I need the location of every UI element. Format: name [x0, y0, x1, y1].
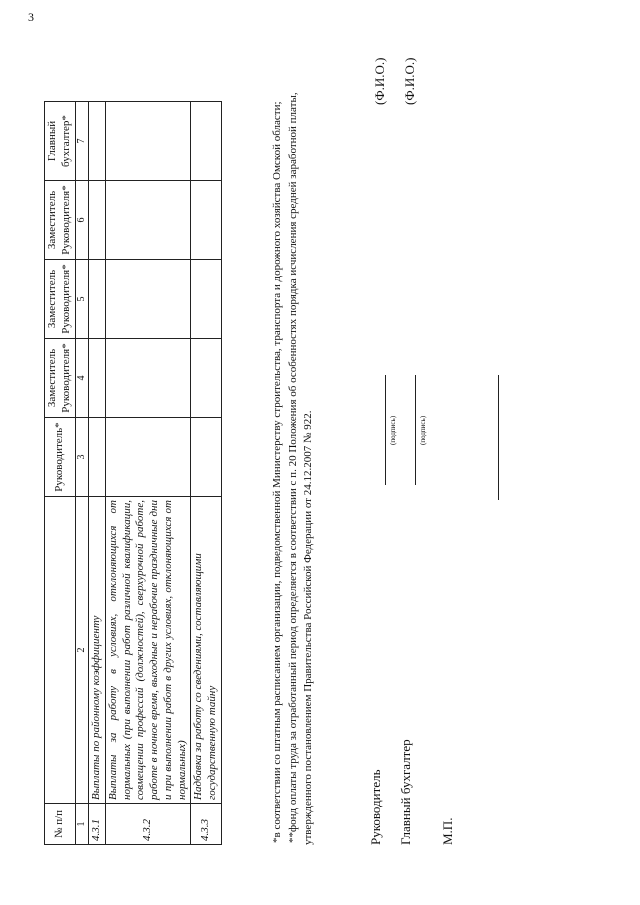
- row-text: Надбавка за работу со сведениями, составляющими государственную тайну: [191, 497, 222, 804]
- head-name-placeholder: (Ф.И.О.): [372, 57, 387, 105]
- payments-table: [44, 101, 222, 845]
- header-cell-number: № п/п: [45, 804, 76, 845]
- column-number-row: [75, 102, 89, 845]
- footnote: **фонд оплаты труда за отработанный период определяется в соответствии с п. 20 Положения об особенностях порядка исчисления средней заработной платы, утвержденного постановлением Правительства Российской Федерации от 24.12.2007 № 922.: [287, 92, 314, 845]
- empty-cell: [105, 339, 191, 418]
- column-number: 2: [75, 497, 89, 804]
- table-row: [105, 102, 191, 845]
- page-number: 3: [28, 10, 34, 24]
- footnotes: [270, 25, 317, 845]
- empty-cell: [89, 339, 106, 418]
- empty-cell: [191, 181, 222, 260]
- empty-cell: [105, 181, 191, 260]
- accountant-signature-line: [415, 375, 416, 485]
- header-cell-chief-accountant: Главный бухгалтер*: [45, 102, 76, 181]
- footnote: *в соответствии со штатным расписанием организации, подведомственной Министерству строительства, транспорта и дорожного хозяйства Омской области;: [271, 101, 283, 843]
- empty-cell: [191, 102, 222, 181]
- empty-cell: [89, 260, 106, 339]
- column-number: 5: [75, 260, 89, 339]
- row-number: 4.3.3: [191, 804, 222, 845]
- empty-cell: [105, 418, 191, 497]
- rotated-page-content: [0, 10, 610, 905]
- empty-cell: [105, 260, 191, 339]
- header-cell-head: Руководитель*: [45, 418, 76, 497]
- head-label: Руководитель: [368, 769, 383, 845]
- header-cell-deputy-2: Заместитель Руководителя*: [45, 260, 76, 339]
- chief-accountant-label: Главный бухгалтер: [398, 739, 413, 845]
- accountant-signature-caption: (подпись): [419, 415, 427, 445]
- accountant-name-placeholder: (Ф.И.О.): [402, 57, 417, 105]
- empty-cell: [89, 181, 106, 260]
- head-signature-line: [385, 375, 386, 485]
- empty-cell: [191, 260, 222, 339]
- seal-line: [498, 375, 499, 500]
- head-signature-caption: (подпись): [389, 415, 397, 445]
- seal-label: М.П.: [440, 817, 455, 845]
- column-number: 7: [75, 102, 89, 181]
- column-number: 3: [75, 418, 89, 497]
- column-number: 6: [75, 181, 89, 260]
- header-cell-deputy-1: Заместитель Руководителя*: [45, 339, 76, 418]
- row-number: 4.3.1: [89, 804, 106, 845]
- table-row: [191, 102, 222, 845]
- row-text: Выплаты за работу в условиях, отклоняющихся от нормальных (при выполнении работ различной квалификации, совмещении профессий (должностей), сверхурочной работе, работе в ночное время, выходные и нерабочие праздничные дни и при выполнении работ в других условиях, отклоняющихся от нормальных): [105, 497, 191, 804]
- row-number: 4.3.2: [105, 804, 191, 845]
- empty-cell: [89, 102, 106, 181]
- header-cell-deputy-3: Заместитель Руководителя*: [45, 181, 76, 260]
- header-cell-description: [45, 497, 76, 804]
- empty-cell: [191, 339, 222, 418]
- empty-cell: [89, 418, 106, 497]
- column-number: 1: [75, 804, 89, 845]
- empty-cell: [191, 418, 222, 497]
- column-number: 4: [75, 339, 89, 418]
- empty-cell: [105, 102, 191, 181]
- row-text: Выплаты по районному коэффициенту: [89, 497, 106, 804]
- table-header-row: [45, 102, 76, 845]
- table-row: [89, 102, 106, 845]
